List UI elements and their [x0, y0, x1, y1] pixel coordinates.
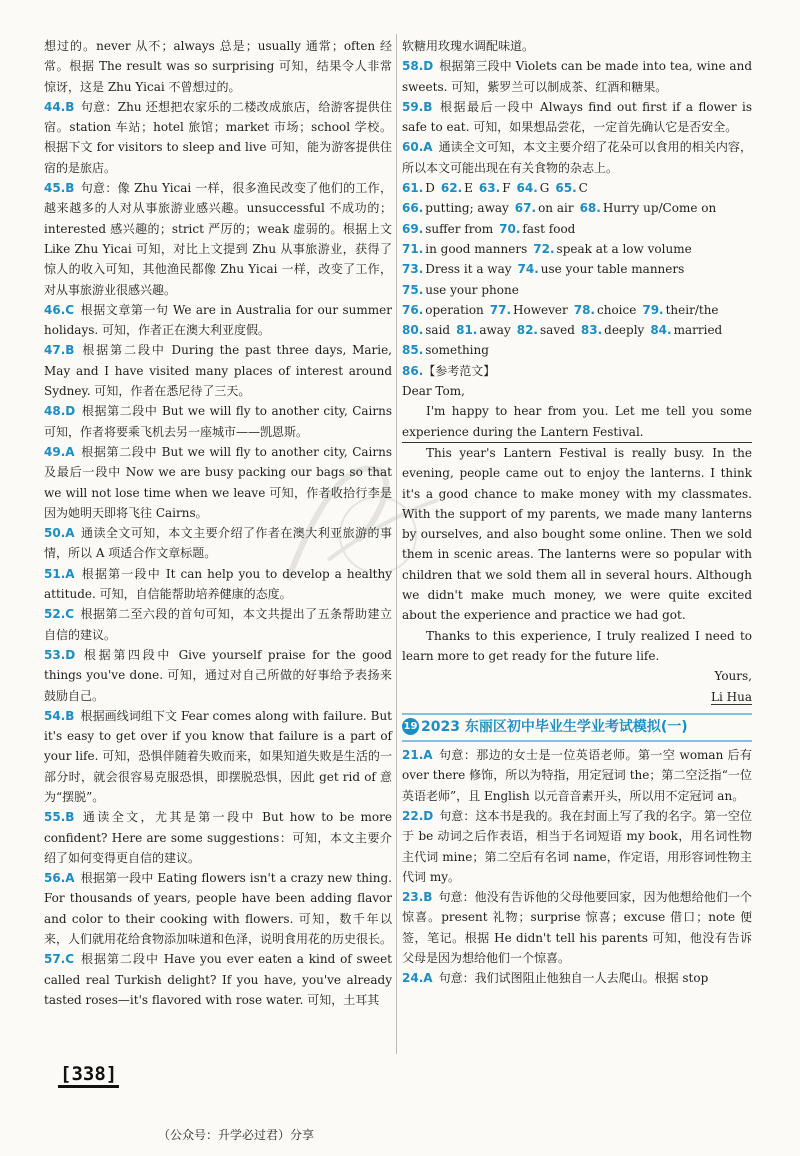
explanation-text: 根据第一段中 It can help you to develop a healthy attitude. 可知，自信能帮助培养健康的态度。 — [44, 566, 392, 602]
answer-letter: D — [65, 647, 76, 662]
answer-letter: A — [423, 140, 433, 155]
right-column — [402, 36, 752, 989]
essay-paragraph-1: I'm happy to hear from you. Let me tell you some experience during the Lantern Festival. — [402, 401, 752, 443]
question-number: 75. — [402, 282, 424, 297]
question-number: 22. — [402, 808, 424, 823]
answer-item — [44, 604, 392, 645]
question-number: 65. — [555, 181, 577, 196]
essay-number: 86. — [402, 363, 424, 378]
question-number: 59. — [402, 99, 424, 114]
question-number: 48. — [44, 404, 66, 419]
explanation-text: 根据第二段中 But we will fly to another city, Cairns 及最后一段中 Now we are busy packing our bags so that we will not lose time when we leave 可知，作者收拾行李是因为她明天即将飞往 Cairns。 — [44, 444, 392, 520]
short-answers-61-85 — [402, 178, 752, 361]
answer-letter: B — [65, 181, 75, 196]
answer-letter: B — [423, 99, 433, 114]
question-number: 54. — [44, 708, 66, 723]
answer-text: suffer from — [425, 221, 494, 236]
answer-text: putting; away — [425, 201, 509, 216]
answer-item — [44, 523, 392, 564]
answer-letter: A — [65, 871, 75, 886]
explanation-text: 句意：他没有告诉他的父母他要回家，因为他想给他们一个惊喜。present 礼物；surprise 惊喜；excuse 借口；note 便签，笔记。根据 He didn't tell his parents 可知，他没有告诉父母是因为想给他们一个惊喜。 — [402, 890, 752, 966]
answers-58-60 — [402, 36, 752, 178]
answer-item — [44, 300, 392, 341]
answer-item — [44, 442, 392, 523]
answer-text: C — [578, 181, 588, 196]
answer-text: D — [425, 181, 435, 196]
explanation-text: 根据文章第一句 We are in Australia for our summer holidays. 可知，作者正在澳大利亚度假。 — [44, 302, 392, 338]
left-column — [44, 36, 392, 1010]
answer-letter: B — [65, 343, 75, 358]
question-number: 66. — [402, 201, 424, 216]
explanation-text: 想过的。never 从不；always 总是；usually 通常；often 经常。根据 The result was so surprising 可知，结果令人非常惊讶，这是 Zhu Yicai 不曾想过的。 — [44, 39, 392, 94]
question-number: 70. — [499, 221, 521, 236]
answer-item — [402, 137, 752, 178]
answer-letter: D — [423, 808, 434, 823]
answer-letter: B — [65, 708, 75, 723]
question-number: 60. — [402, 140, 424, 155]
explanation-text: 句意：我们试图阻止他独自一人去爬山。根据 stop — [438, 971, 709, 986]
question-number: 63. — [478, 181, 501, 196]
answer-item — [44, 564, 392, 605]
explanation-text: 句意：这本书是我的。我在封面上写了我的名字。第一空位于 be 动词之后作表语，相当于名词短语 my book，用名词性物主代词 mine；第二空后有名词 name，作定语，用形容词性物主代词 my。 — [402, 808, 752, 884]
question-number: 51. — [44, 566, 66, 581]
explanation-text: 根据第一段中 Eating flowers isn't a crazy new thing. For thousands of years, people have been adding flavor and color to their cooking with flowers. 可知，数千年以来，人们就用花给食物添加味道和色泽，说明食用花的历史很长。 — [44, 871, 393, 947]
question-number: 56. — [44, 871, 66, 886]
explanation-text: 根据第二至六段的首句可知，本文共提出了五条帮助建立自信的建议。 — [44, 607, 392, 642]
question-number: 72. — [533, 241, 555, 256]
essay-signature: Li Hua — [711, 689, 752, 704]
answer-item — [402, 887, 752, 968]
answer-item — [44, 97, 392, 178]
answer-line — [402, 219, 752, 239]
answer-line — [402, 320, 752, 340]
question-number: 82. — [516, 323, 538, 338]
answer-line — [402, 300, 752, 320]
question-number: 58. — [402, 59, 424, 74]
essay-label: 【参考范文】 — [423, 363, 496, 378]
model-essay — [402, 361, 752, 707]
explanation-text: 句意：Zhu 还想把农家乐的二楼改成旅店，给游客提供住宿。station 车站；hotel 旅馆；market 市场；school 学校。根据下文 for visitors to sleep and live 可知，能为游客提供住宿的是旅店。 — [44, 99, 392, 175]
explanation-text: 根据第二段中 During the past three days, Marie, May and I have visited many places of interest around Sydney. 可知，作者在悉尼待了三天。 — [44, 343, 392, 399]
essay-closing: Yours, — [714, 669, 752, 684]
answer-letter: A — [65, 526, 75, 541]
question-number: 21. — [402, 748, 424, 763]
section-number-badge: 19 — [402, 718, 419, 735]
question-number: 52. — [44, 607, 66, 622]
question-number: 50. — [44, 526, 66, 541]
section-title: 2023 东丽区初中毕业生学业考试模拟(一) — [421, 718, 688, 735]
answer-text: away — [479, 323, 511, 338]
question-number: 55. — [44, 810, 66, 825]
answer-letter: A — [65, 566, 75, 581]
answer-text: deeply — [604, 323, 645, 338]
answer-item — [44, 949, 392, 1010]
answer-text: operation — [425, 302, 484, 317]
essay-paragraph-2: This year's Lantern Festival is really busy. In the evening, people came out to enjoy the lanterns. I think it's a good chance to make money with my classmates. With the support of my parents, we made many lanterns by ourselves, and also bought some online. Then we sold them in scenic areas. The lanterns were so popular with children that we sold them all in several hours. Although we didn't make much money, we were quite excited about the experience and practice we had got. — [402, 445, 752, 623]
answer-line — [402, 239, 752, 259]
answer-text: said — [425, 323, 451, 338]
answer-letter: B — [423, 890, 433, 905]
question-number: 45. — [44, 181, 66, 196]
question-number: 73. — [402, 262, 424, 277]
question-number: 67. — [514, 201, 537, 216]
answer-item — [44, 645, 392, 706]
explanation-text: 根据第四段中 Give yourself praise for the good things you've done. 可知，通过对自己所做的好事给予表扬来鼓励自己。 — [44, 647, 392, 703]
question-number: 57. — [44, 952, 66, 967]
question-number: 69. — [402, 221, 424, 236]
answer-text: use your table manners — [540, 262, 685, 277]
answer-line — [402, 340, 752, 360]
answer-text: on air — [538, 201, 574, 216]
answer-item — [402, 968, 752, 988]
answer-letter: B — [65, 99, 75, 114]
explanation-text: 根据第二段中 Have you ever eaten a kind of sweet called real Turkish delight? If you have, you've already tasted roses—it's flavored with rose water. 可知，土耳其 — [44, 952, 392, 1007]
answer-letter: A — [423, 748, 433, 763]
answer-text: Hurry up/Come on — [602, 201, 717, 216]
question-number: 74. — [517, 262, 539, 277]
answer-line — [402, 178, 752, 198]
question-number: 84. — [650, 323, 672, 338]
question-number: 64. — [516, 181, 538, 196]
answer-letter: D — [423, 59, 434, 74]
answer-letter: A — [65, 444, 75, 459]
answer-line — [402, 198, 752, 218]
question-number: 46. — [44, 302, 66, 317]
explanation-text: 软糖用玫瑰水调配味道。 — [402, 39, 535, 53]
answer-line — [402, 259, 752, 279]
answer-text: use your phone — [425, 282, 519, 297]
answer-text: G — [539, 181, 550, 196]
question-number: 49. — [44, 444, 66, 459]
question-number: 77. — [489, 302, 512, 317]
explanation-text: 根据最后一段中 Always find out first if a flower is safe to eat. 可知，如果想品尝花，一定首先确认它是否安全。 — [402, 99, 752, 135]
answer-text: choice — [597, 302, 637, 317]
explanation-text: 根据画线词组下文 Fear comes along with failure. But it's easy to get over if you know that failure is a part of your life. 可知，恐惧伴随着失败而来，如果知道失败是生活的一部分时，就会很容易克服恐惧，即摆脱恐惧，因此 get rid of 意为“摆脱”。 — [44, 708, 392, 804]
question-number: 61. — [402, 181, 424, 196]
explanation-text: 根据第三段中 Violets can be made into tea, wine and sweets. 可知，紫罗兰可以制成茶、红酒和糖果。 — [402, 59, 752, 94]
question-number: 80. — [402, 323, 424, 338]
answer-text: saved — [540, 323, 575, 338]
answer-item — [44, 178, 392, 300]
question-number: 79. — [642, 302, 664, 317]
section-header — [402, 713, 752, 742]
answer-item — [44, 807, 392, 868]
question-number: 68. — [579, 201, 601, 216]
footer-share-note: （公众号：升学必过君）分享 — [158, 1128, 315, 1142]
question-number: 76. — [402, 302, 424, 317]
answer-item — [44, 401, 392, 442]
answer-text: F — [502, 181, 511, 196]
answers-21-24 — [402, 745, 752, 989]
answer-item — [402, 806, 752, 887]
question-number: 78. — [573, 302, 595, 317]
answer-item — [44, 868, 392, 949]
answer-text: speak at a low volume — [556, 241, 692, 256]
answer-item — [402, 745, 752, 806]
answer-letter: A — [423, 971, 433, 986]
question-number: 71. — [402, 241, 424, 256]
answer-line — [402, 280, 752, 300]
answer-letter: C — [65, 607, 75, 622]
question-number: 83. — [580, 323, 603, 338]
answer-item — [402, 56, 752, 97]
answer-text: married — [673, 323, 723, 338]
explanation-text: 句意：像 Zhu Yicai 一样，很多渔民改变了他们的工作，越来越多的人对从事旅游业感兴趣。unsuccessful 不成功的；interested 感兴趣的；strict 严厉的；weak 虚弱的。根据上文 Like Zhu Yicai 可知，对比上文提到 Zhu 从事旅游业，获得了惊人的收入可知，其他渔民都像 Zhu Yicai 一样，改变了工作，对从事旅游业很感兴趣。 — [44, 181, 392, 297]
answer-letter: B — [65, 810, 75, 825]
question-number: 44. — [44, 99, 66, 114]
answer-item — [44, 706, 392, 807]
question-number: 53. — [44, 647, 66, 662]
question-number: 24. — [402, 971, 424, 986]
question-number: 85. — [402, 343, 424, 358]
answer-text: their/the — [665, 302, 719, 317]
answer-text: However — [513, 302, 568, 317]
explanation-text: 通读全文可知，本文主要介绍了作者在澳大利亚旅游的事情，所以 A 项适合作文章标题。 — [44, 526, 392, 561]
question-number: 23. — [402, 890, 424, 905]
answer-letter: C — [65, 302, 75, 317]
answer-item — [44, 340, 392, 401]
answer-text: fast food — [522, 221, 576, 236]
answer-text: in good manners — [425, 241, 528, 256]
answer-letter: C — [65, 952, 75, 967]
answer-text: E — [464, 181, 473, 196]
explanation-text: 通读全文，尤其是第一段中 But how to be more confident? Here are some suggestions：可知，本文主要介绍了如何变得更自信的建议。 — [44, 810, 392, 865]
page-number: [338] — [58, 1063, 119, 1088]
essay-greeting: Dear Tom, — [402, 384, 465, 399]
answer-text: something — [425, 343, 489, 358]
explanation-text: 根据第二段中 But we will fly to another city, Cairns 可知，作者将要乘飞机去另一座城市——凯恩斯。 — [44, 404, 392, 439]
answer-letter: D — [65, 404, 76, 419]
question-number: 81. — [456, 323, 478, 338]
explanation-text: 句意：那边的女士是一位英语老师。第一空 woman 后有 over there 修饰，所以为特指，用定冠词 the；第二空泛指“一位英语老师”，且 English 以元音音素开头，所以用不定冠词 an。 — [402, 748, 752, 803]
question-number: 47. — [44, 343, 66, 358]
answer-item — [402, 97, 752, 138]
essay-paragraph-3: Thanks to this experience, I truly realized I need to learn more to get ready for the future life. — [402, 628, 752, 663]
question-number: 62. — [440, 181, 463, 196]
answer-text: Dress it a way — [425, 262, 512, 277]
answer-item — [402, 36, 752, 56]
column-divider — [396, 34, 397, 1054]
explanation-text: 通读全文可知，本文主要介绍了花朵可以食用的相关内容，所以本文可能出现在有关食物的杂志上。 — [402, 140, 752, 175]
answer-item — [44, 36, 392, 97]
